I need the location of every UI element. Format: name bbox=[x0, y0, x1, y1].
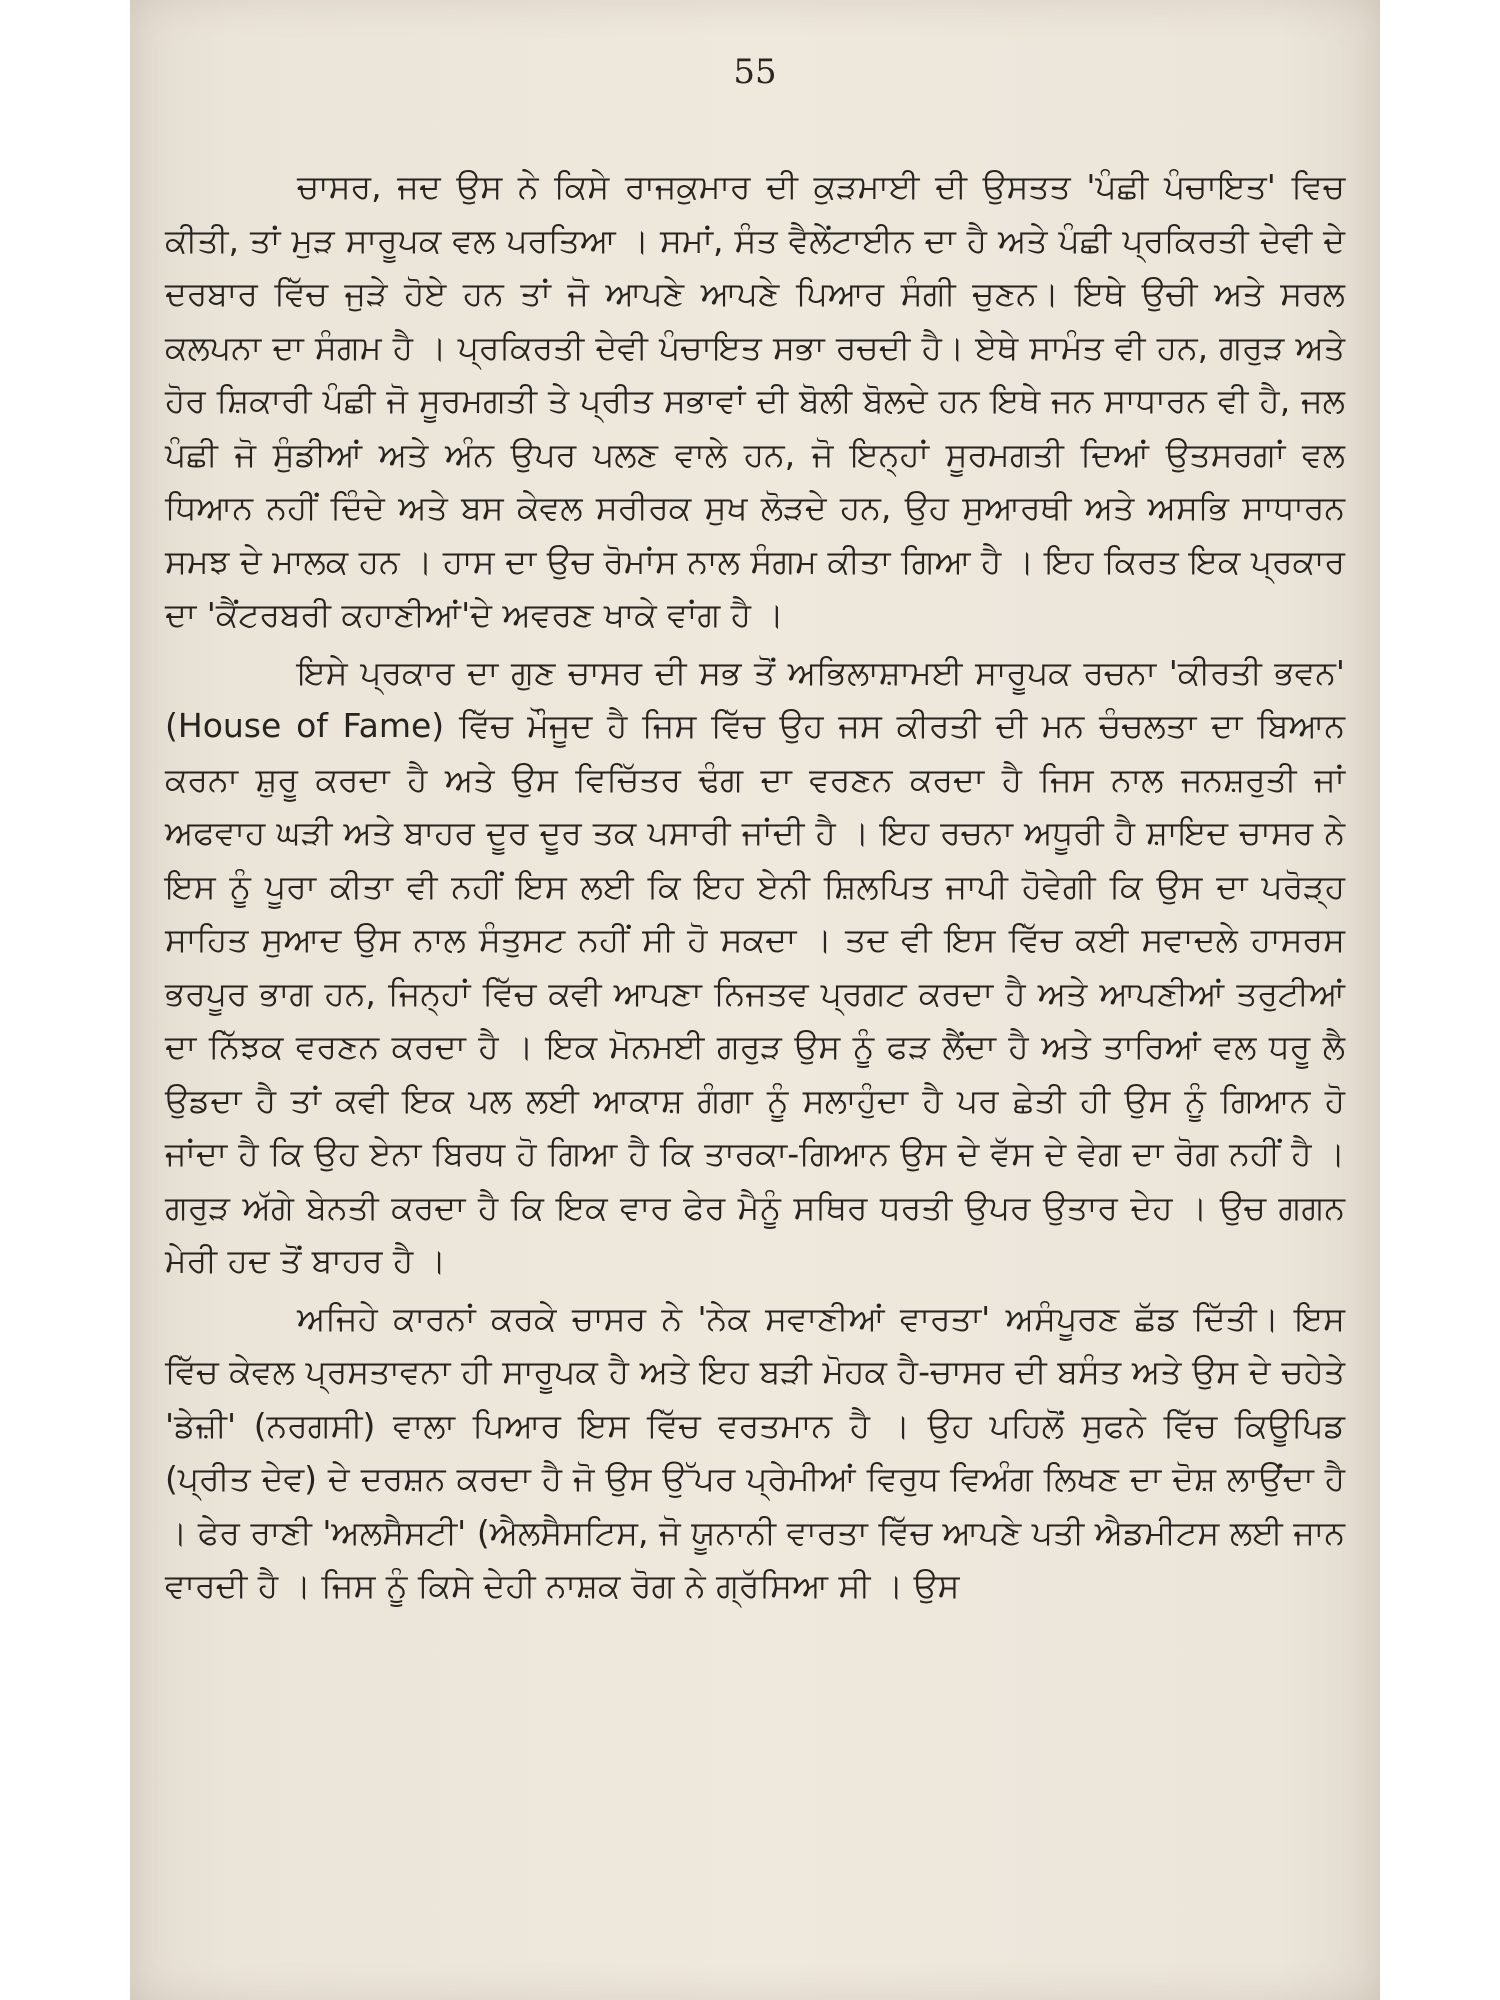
paragraph-3: ਅਜਿਹੇ ਕਾਰਨਾਂ ਕਰਕੇ ਚਾਸਰ ਨੇ 'ਨੇਕ ਸਵਾਣੀਆਂ ਵਾਰਤਾ' ਅਸੰਪੂਰਣ ਛੱਡ ਦਿੱਤੀ। ਇਸ ਵਿੱਚ ਕੇਵਲ ਪ੍ਰਸਤਾਵਨਾ ਹੀ ਸਾਰੂਪਕ ਹੈ ਅਤੇ ਇਹ ਬੜੀ ਮੋਹਕ ਹੈ-ਚਾਸਰ ਦੀ ਬਸੰਤ ਅਤੇ ਉਸ ਦੇ ਚਹੇਤੇ 'ਡੇਜ਼ੀ' (ਨਰਗਸੀ) ਵਾਲਾ ਪਿਆਰ ਇਸ ਵਿੱਚ ਵਰਤਮਾਨ ਹੈ । ਉਹ ਪਹਿਲੋਂ ਸੁਫਨੇ ਵਿੱਚ ਕਿਊਪਿਡ (ਪ੍ਰੀਤ ਦੇਵ) ਦੇ ਦਰਸ਼ਨ ਕਰਦਾ ਹੈ ਜੋ ਉਸ ਉੱਪਰ ਪ੍ਰੇਮੀਆਂ ਵਿਰੁਧ ਵਿਅੰਗ ਲਿਖਣ ਦਾ ਦੋਸ਼ ਲਾਉਂਦਾ ਹੈ । ਫੇਰ ਰਾਣੀ 'ਅਲਸੈਸਟੀ' (ਐਲਸੈਸਟਿਸ, ਜੋ ਯੂਨਾਨੀ ਵਾਰਤਾ ਵਿੱਚ ਆਪਣੇ ਪਤੀ ਐਡਮੀਟਸ ਲਈ ਜਾਨ ਵਾਰਦੀ ਹੈ । ਜਿਸ ਨੂੰ ਕਿਸੇ ਦੇਹੀ ਨਾਸ਼ਕ ਰੋਗ ਨੇ ਗ੍ਰੱਸਿਆ ਸੀ । ਉਸ bbox=[165, 1298, 1345, 1605]
paragraph-1: ਚਾਸਰ, ਜਦ ਉਸ ਨੇ ਕਿਸੇ ਰਾਜਕੁਮਾਰ ਦੀ ਕੁੜਮਾਈ ਦੀ ਉਸਤਤ 'ਪੰਛੀ ਪੰਚਾਇਤ' ਵਿਚ ਕੀਤੀ, ਤਾਂ ਮੁੜ ਸਾਰੂਪਕ ਵਲ ਪਰਤਿਆ । ਸਮਾਂ, ਸੰਤ ਵੈਲੇਂਟਾਈਨ ਦਾ ਹੈ ਅਤੇ ਪੰਛੀ ਪ੍ਰਕਿਰਤੀ ਦੇਵੀ ਦੇ ਦਰਬਾਰ ਵਿੱਚ ਜੁੜੇ ਹੋਏ ਹਨ ਤਾਂ ਜੋ ਆਪਣੇ ਆਪਣੇ ਪਿਆਰ ਸੰਗੀ ਚੁਣਨ। ਇਥੇ ਉਚੀ ਅਤੇ ਸਰਲ ਕਲਪਨਾ ਦਾ ਸੰਗਮ ਹੈ । ਪ੍ਰਕਿਰਤੀ ਦੇਵੀ ਪੰਚਾਇਤ ਸਭਾ ਰਚਦੀ ਹੈ। ਏਥੇ ਸਾਮੰਤ ਵੀ ਹਨ, ਗਰੁੜ ਅਤੇ ਹੋਰ ਸ਼ਿਕਾਰੀ ਪੰਛੀ ਜੋ ਸੂਰਮਗਤੀ ਤੇ ਪ੍ਰੀਤ ਸਭਾਵਾਂ ਦੀ ਬੋਲੀ ਬੋਲਦੇ ਹਨ ਇਥੇ ਜਨ ਸਾਧਾਰਨ ਵੀ ਹੈ, ਜਲ ਪੰਛੀ ਜੋ ਸੁੰਡੀਆਂ ਅਤੇ ਅੰਨ ਉਪਰ ਪਲਣ ਵਾਲੇ ਹਨ, ਜੋ ਇਨ੍ਹਾਂ ਸੂਰਮਗਤੀ ਦਿਆਂ ਉਤਸਰਗਾਂ ਵਲ ਧਿਆਨ ਨਹੀਂ ਦਿੰਦੇ ਅਤੇ ਬਸ ਕੇਵਲ ਸਰੀਰਕ ਸੁਖ ਲੋੜਦੇ ਹਨ, ਉਹ ਸੁਆਰਥੀ ਅਤੇ ਅਸਭਿ ਸਾਧਾਰਨ ਸਮਝ ਦੇ ਮਾਲਕ ਹਨ । ਹਾਸ ਦਾ ਉਚ ਰੋਮਾਂਸ ਨਾਲ ਸੰਗਮ ਕੀਤਾ ਗਿਆ ਹੈ । ਇਹ ਕਿਰਤ ਇਕ ਪ੍ਰਕਾਰ ਦਾ 'ਕੈਂਟਰਬਰੀ ਕਹਾਣੀਆਂ'ਦੇ ਅਵਰਣ ਖਾਕੇ ਵਾਂਗ ਹੈ । bbox=[165, 167, 1345, 634]
page-number: 55 bbox=[733, 52, 777, 92]
page-body bbox=[165, 160, 1345, 1617]
book-page bbox=[130, 0, 1380, 2000]
paragraph-2: ਇਸੇ ਪ੍ਰਕਾਰ ਦਾ ਗੁਣ ਚਾਸਰ ਦੀ ਸਭ ਤੋਂ ਅਭਿਲਾਸ਼ਾਮਈ ਸਾਰੂਪਕ ਰਚਨਾ 'ਕੀਰਤੀ ਭਵਨ' (House of Fame) ਵਿੱਚ ਮੌਜੂਦ ਹੈ ਜਿਸ ਵਿੱਚ ਉਹ ਜਸ ਕੀਰਤੀ ਦੀ ਮਨ ਚੰਚਲਤਾ ਦਾ ਬਿਆਨ ਕਰਨਾ ਸ਼ੁਰੂ ਕਰਦਾ ਹੈ ਅਤੇ ਉਸ ਵਿਚਿੱਤਰ ਢੰਗ ਦਾ ਵਰਣਨ ਕਰਦਾ ਹੈ ਜਿਸ ਨਾਲ ਜਨਸ਼ਰੁਤੀ ਜਾਂ ਅਫਵਾਹ ਘੜੀ ਅਤੇ ਬਾਹਰ ਦੂਰ ਦੂਰ ਤਕ ਪਸਾਰੀ ਜਾਂਦੀ ਹੈ । ਇਹ ਰਚਨਾ ਅਧੂਰੀ ਹੈ ਸ਼ਾਇਦ ਚਾਸਰ ਨੇ ਇਸ ਨੂੰ ਪੂਰਾ ਕੀਤਾ ਵੀ ਨਹੀਂ ਇਸ ਲਈ ਕਿ ਇਹ ਏਨੀ ਸ਼ਿਲਪਿਤ ਜਾਪੀ ਹੋਵੇਗੀ ਕਿ ਉਸ ਦਾ ਪਰੋੜ੍ਹ ਸਾਹਿਤ ਸੁਆਦ ਉਸ ਨਾਲ ਸੰਤੁਸਟ ਨਹੀਂ ਸੀ ਹੋ ਸਕਦਾ । ਤਦ ਵੀ ਇਸ ਵਿੱਚ ਕਈ ਸਵਾਦਲੇ ਹਾਸਰਸ ਭਰਪੂਰ ਭਾਗ ਹਨ, ਜਿਨ੍ਹਾਂ ਵਿੱਚ ਕਵੀ ਆਪਣਾ ਨਿਜਤਵ ਪ੍ਰਗਟ ਕਰਦਾ ਹੈ ਅਤੇ ਆਪਣੀਆਂ ਤਰੁਟੀਆਂ ਦਾ ਨਿੱਝਕ ਵਰਣਨ ਕਰਦਾ ਹੈ । ਇਕ ਮੋਨਮਈ ਗਰੁੜ ਉਸ ਨੂੰ ਫੜ ਲੈਂਦਾ ਹੈ ਅਤੇ ਤਾਰਿਆਂ ਵਲ ਧਰੂ ਲੈ ਉਡਦਾ ਹੈ ਤਾਂ ਕਵੀ ਇਕ ਪਲ ਲਈ ਆਕਾਸ਼ ਗੰਗਾ ਨੂੰ ਸਲਾਹੁੰਦਾ ਹੈ ਪਰ ਛੇਤੀ ਹੀ ਉਸ ਨੂੰ ਗਿਆਨ ਹੋ ਜਾਂਦਾ ਹੈ ਕਿ ਉਹ ਏਨਾ ਬਿਰਧ ਹੋ ਗਿਆ ਹੈ ਕਿ ਤਾਰਕਾ-ਗਿਆਨ ਉਸ ਦੇ ਵੱਸ ਦੇ ਵੇਗ ਦਾ ਰੋਗ ਨਹੀਂ ਹੈ । ਗਰੁੜ ਅੱਗੇ ਬੇਨਤੀ ਕਰਦਾ ਹੈ ਕਿ ਇਕ ਵਾਰ ਫੇਰ ਮੈਨੂੰ ਸਥਿਰ ਧਰਤੀ ਉਪਰ ਉਤਾਰ ਦੇਹ । ਉਚ ਗਗਨ ਮੇਰੀ ਹਦ ਤੋਂ ਬਾਹਰ ਹੈ । bbox=[165, 652, 1345, 1280]
